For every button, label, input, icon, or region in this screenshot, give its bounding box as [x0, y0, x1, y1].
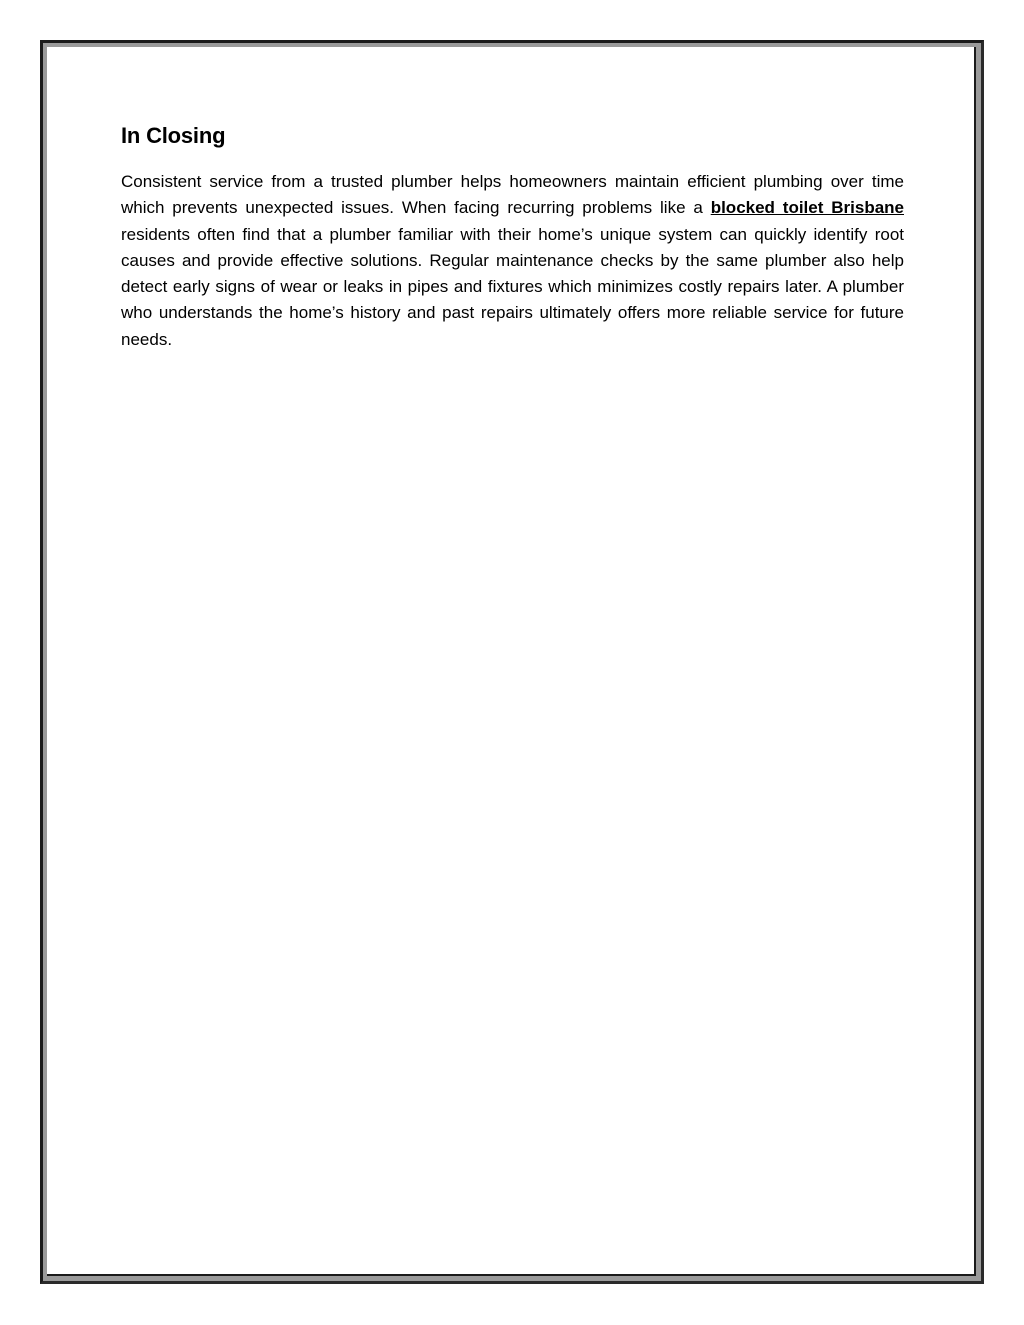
paragraph-text-start: Consistent service from a trusted plumber helps homeowners maintain efficient plumbing over time which prevents unexpected issues. When facing recurring problems like a: [121, 172, 904, 218]
body-paragraph: [121, 169, 904, 353]
blocked-toilet-brisbane-link[interactable]: blocked toilet Brisbane: [710, 198, 904, 218]
section-heading: In Closing: [121, 123, 226, 148]
paragraph-text-end: residents often find that a plumber familiar with their home’s unique system can quickly identify root causes and provide effective solutions. Regular maintenance checks by the same plumber also help detect early signs of wear or leaks in pipes and fixtures which minimizes costly repairs later. A plumber who understands the home’s history and past repairs ultimately offers more reliable service for future needs.: [121, 224, 904, 349]
page-frame: [40, 40, 984, 1284]
page: [47, 47, 976, 1276]
page-content: [121, 123, 904, 353]
